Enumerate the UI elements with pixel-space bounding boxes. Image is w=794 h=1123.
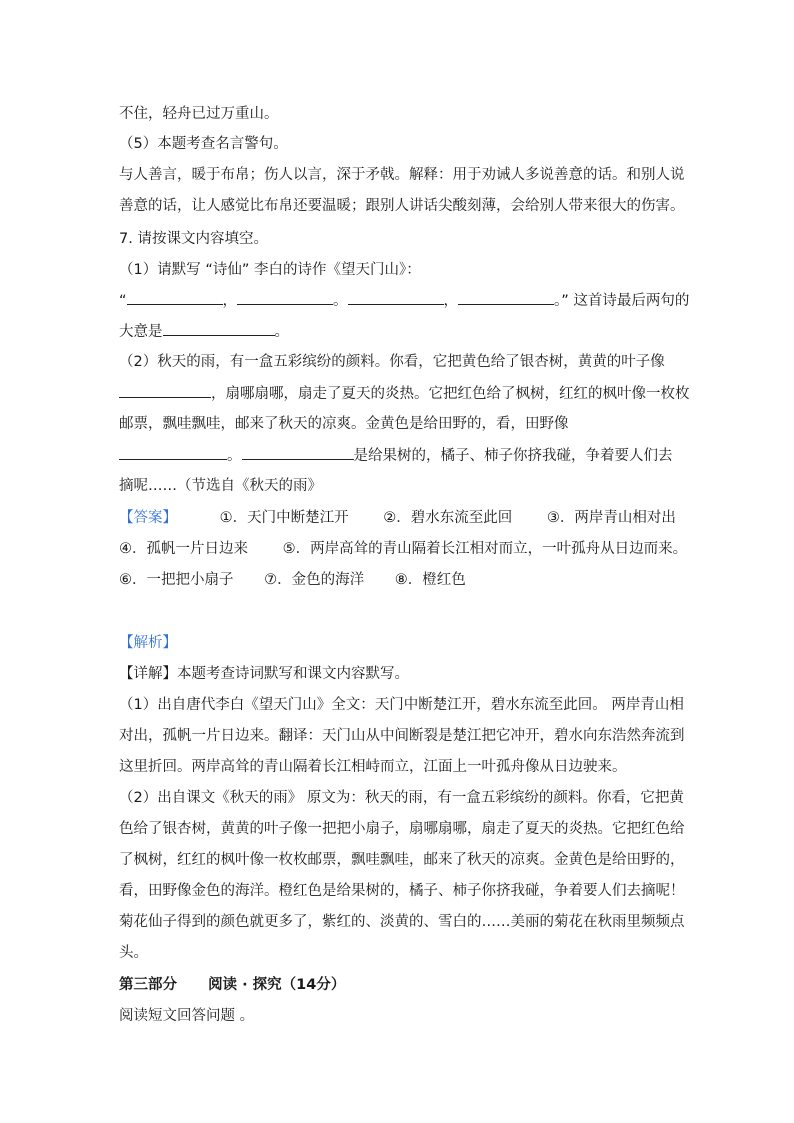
- text-line: （2）出自课文《秋天的雨》 原文为：秋天的雨，有一盒五彩缤纷的颜料。你看，它把黄: [119, 790, 684, 806]
- text-fragment: ，: [443, 293, 459, 309]
- section-title: 第三部分: [119, 977, 177, 993]
- text-line: 与人善言，暖于布帛；伤人以言，深于矛戟。解释：用于劝诫人多说善意的话。和别人说: [119, 167, 685, 183]
- blank: [237, 290, 333, 305]
- text-fragment: “: [119, 293, 127, 309]
- section-subtitle: 阅读 · 探究（14分）: [208, 977, 346, 993]
- text-line: 邮票，飘哇飘哇，邮来了秋天的凉爽。金黄色是给田野的，看，田野像: [119, 416, 569, 432]
- blank: [242, 445, 354, 460]
- text-line: 看，田野像金色的海洋。橙红色是给果树的，橘子、柿子你挤我碰，争着要人们去摘呢！: [119, 883, 685, 899]
- text-line: 对出，孤帆一片日边来。翻译：天门山从中间断裂是楚江把它冲开，碧水向东浩然奔流到: [119, 728, 685, 744]
- fill-line: [119, 445, 673, 466]
- text-line: （1）请默写 “诗仙” 李白的诗作《望天门山》：: [119, 262, 421, 278]
- text-fragment: 。: [227, 448, 242, 464]
- text-fragment: ，扇哪扇哪，扇走了夏天的炎热。它把红色给了枫树，红红的枫叶像一枚枚: [211, 386, 690, 402]
- text-fragment: 大意是: [119, 324, 163, 340]
- analysis-label: 【解析】: [119, 635, 177, 651]
- text-line: 善意的话，让人感觉比布帛还要温暖；跟别人讲话尖酸刻薄，会给别人带来很大的伤害。: [119, 198, 685, 214]
- text-line: 不住，轻舟已过万重山。: [119, 106, 279, 122]
- answer-row: [119, 539, 687, 559]
- text-line: （5）本题考查名言警句。: [119, 136, 288, 152]
- blank: [163, 321, 275, 336]
- answer-item: ⑥．一把把小扇子: [119, 572, 234, 588]
- answer-row: [119, 508, 676, 528]
- blank: [127, 290, 223, 305]
- answer-label: 【答案】: [119, 510, 177, 526]
- text-fragment: 。: [274, 324, 289, 340]
- text-line: 色给了银杏树，黄黄的叶子像一把把小扇子，扇哪扇哪，扇走了夏天的炎热。它把红色给: [119, 821, 685, 837]
- text-line: 了枫树，红红的枫叶像一枚枚邮票，飘哇飘哇，邮来了秋天的凉爽。金黄色是给田野的，: [119, 852, 685, 868]
- blank: [458, 290, 554, 305]
- text-line: （1）出自唐代李白《望天门山》全文：天门中断楚江开，碧水东流至此回。 两岸青山相: [119, 697, 684, 713]
- blank: [119, 445, 227, 460]
- answer-row: [119, 570, 466, 590]
- question-title: 7. 请按课文内容填空。: [119, 231, 268, 247]
- answer-item: ④．孤帆一片日边来: [119, 541, 248, 557]
- text-line: 摘呢……（节选自《秋天的雨》: [119, 478, 322, 494]
- text-line: 菊花仙子得到的颜色就更多了，紫红的、淡黄的、雪白的……美丽的菊花在秋雨里频频点: [119, 914, 685, 930]
- fill-line: [119, 383, 690, 404]
- detail-line: [119, 664, 409, 684]
- detail-text: 本题考查诗词默写和课文内容默写。: [177, 666, 409, 682]
- answer-item: ②．碧水东流至此回: [383, 510, 513, 526]
- text-fragment: ，: [222, 293, 238, 309]
- detail-label: 【详解】: [119, 666, 177, 682]
- answer-item: ⑤．两岸高耸的青山隔着长江相对而立，一叶孤舟从日边而来。: [282, 541, 688, 557]
- text-line: 这里折回。两岸高耸的青山隔着长江相峙而立，江面上一叶孤舟像从日边驶来。: [119, 759, 627, 775]
- answer-item: ⑧．橙红色: [394, 572, 466, 588]
- fill-line: [119, 321, 289, 342]
- answer-item: ③．两岸青山相对出: [546, 510, 676, 526]
- blank: [119, 383, 211, 398]
- blank: [348, 290, 444, 305]
- answer-item: ⑦．金色的海洋: [264, 572, 365, 588]
- answer-item: ①．天门中断楚江开: [219, 510, 349, 526]
- text-line: 头。: [119, 945, 148, 961]
- section-instruction: 阅读短文回答问题 。: [119, 1008, 255, 1024]
- text-fragment: 是给果树的，橘子、柿子你挤我碰，争着要人们去: [353, 448, 673, 464]
- text-fragment: 。” 这首诗最后两句的: [554, 293, 690, 309]
- section-heading: [119, 975, 345, 995]
- fill-line: [119, 290, 689, 311]
- text-line: （2）秋天的雨，有一盒五彩缤纷的颜料。你看，它把黄色给了银杏树，黄黄的叶子像: [119, 354, 665, 370]
- text-fragment: 。: [333, 293, 348, 309]
